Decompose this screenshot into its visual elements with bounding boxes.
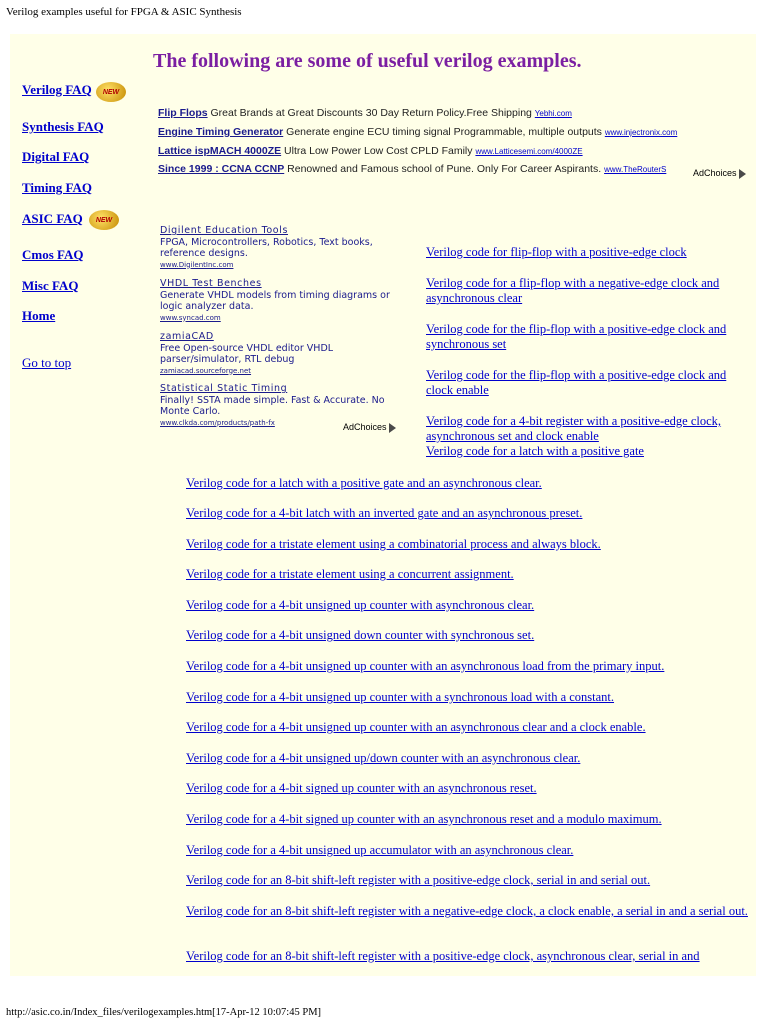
document-title: Verilog examples useful for FPGA & ASIC Synthesis [6,6,242,18]
example-link[interactable]: Verilog code for a 4-bit unsigned up accumulator with an asynchronous clear. [186,843,574,857]
ad-url[interactable]: Yebhi.com [534,109,572,118]
box-ad[interactable] [160,278,400,324]
box-ad-title[interactable]: VHDL Test Benches [160,278,262,289]
example-link[interactable]: Verilog code for a 4-bit unsigned down counter with synchronous set. [186,628,535,642]
nav-verilog-faq[interactable]: Verilog FAQ [22,82,92,97]
ad-title[interactable]: Flip Flops [158,107,208,119]
example-link[interactable]: Verilog code for a 4-bit latch with an inverted gate and an asynchronous preset. [186,506,583,520]
nav-synthesis-faq[interactable]: Synthesis FAQ [22,119,104,134]
adchoices-link[interactable] [693,168,746,179]
example-link[interactable]: Verilog code for a tristate element using a combinatorial process and always block. [186,537,601,551]
content-panel [10,34,756,976]
example-link[interactable]: Verilog code for a 4-bit unsigned up counter with asynchronous clear. [186,598,535,612]
example-link[interactable]: Verilog code for the flip-flop with a positive-edge clock and synchronous set [426,322,727,351]
example-link[interactable]: Verilog code for a 4-bit unsigned up counter with a synchronous load with a constant. [186,690,615,704]
adchoices-icon [739,169,746,179]
adchoices-link[interactable] [343,422,396,433]
nav-timing-faq[interactable]: Timing FAQ [22,180,92,195]
example-link[interactable]: Verilog code for a latch with a positive gate and an asynchronous clear. [186,476,542,490]
box-ad-title[interactable]: Statistical Static Timing [160,383,288,394]
box-ad-url[interactable]: www.syncad.com [160,313,221,322]
ad-description: Great Brands at Great Discounts 30 Day Return Policy.Free Shipping [207,107,535,119]
ad-description: Renowned and Famous school of Pune. Only For Career Aspirants. [284,163,605,175]
nav-asic-faq[interactable]: ASIC FAQ [22,211,83,226]
box-ad-url[interactable]: www.DigilentInc.com [160,260,234,269]
example-link[interactable]: Verilog code for a 4-bit unsigned up counter with an asynchronous clear and a clock enable. [186,720,646,734]
box-ad[interactable] [160,331,400,377]
nav-cmos-faq[interactable]: Cmos FAQ [22,247,84,262]
example-link[interactable]: Verilog code for flip-flop with a positive-edge clock [426,245,687,259]
new-badge-icon: NEW [89,210,119,230]
box-ad-url[interactable]: www.clkda.com/products/path-fx [160,418,275,427]
example-link[interactable]: Verilog code for a latch with a positive gate [426,444,644,458]
nav-misc-faq[interactable]: Misc FAQ [22,278,79,293]
box-ad-description: Free Open-source VHDL editor VHDL parser/simulator, RTL debug [160,342,334,365]
ad-title[interactable]: Engine Timing Generator [158,126,284,138]
example-link[interactable]: Verilog code for a 4-bit register with a positive-edge clock, asynchronous set and clock enable [426,414,722,443]
example-link[interactable]: Verilog code for a 4-bit signed up counter with an asynchronous reset and a modulo maximum. [186,812,662,826]
ad-line[interactable] [158,145,583,157]
ad-title[interactable]: Since 1999 : CCNA CCNP [158,163,285,175]
new-badge-icon: NEW [96,82,126,102]
ad-title[interactable]: Lattice ispMACH 4000ZE [158,145,282,157]
example-link[interactable]: Verilog code for a 4-bit signed up counter with an asynchronous reset. [186,781,537,795]
example-link[interactable]: Verilog code for an 8-bit shift-left register with a positive-edge clock, asynchronous clear, serial in and [186,949,700,963]
ad-url[interactable]: www.injectronix.com [604,128,678,137]
example-link[interactable]: Verilog code for an 8-bit shift-left register with a negative-edge clock, a clock enable, a serial in and a serial out. [186,904,748,918]
example-link[interactable]: Verilog code for a 4-bit unsigned up counter with an asynchronous load from the primary input. [186,659,665,673]
example-link[interactable]: Verilog code for an 8-bit shift-left register with a positive-edge clock, serial in and serial out. [186,873,651,887]
adchoices-label: AdChoices [693,168,737,178]
box-ad-title[interactable]: Digilent Education Tools [160,225,288,236]
example-link[interactable]: Verilog code for a tristate element using a concurrent assignment. [186,567,514,581]
ad-url[interactable]: www.Latticesemi.com/4000ZE [475,147,583,156]
box-ad-url[interactable]: zamiacad.sourceforge.net [160,366,252,375]
example-link[interactable]: Verilog code for a flip-flop with a negative-edge clock and asynchronous clear [426,276,720,305]
page-footer-url: http://asic.co.in/Index_files/verilogexamples.htm[17-Apr-12 10:07:45 PM] [6,1007,322,1018]
box-ad-description: FPGA, Microcontrollers, Robotics, Text books, reference designs. [160,236,373,259]
example-link[interactable]: Verilog code for a 4-bit unsigned up/down counter with an asynchronous clear. [186,751,581,765]
ad-line[interactable] [158,163,666,175]
box-ad-description: Finally! SSTA made simple. Fast & Accurate. No Monte Carlo. [160,394,385,417]
box-ad-title[interactable]: zamiaCAD [160,331,214,342]
ad-line[interactable] [158,126,677,138]
ad-description: Generate engine ECU timing signal Programmable, multiple outputs [283,126,605,138]
ad-url[interactable]: www.TheRouterS [604,165,667,174]
box-ad-description: Generate VHDL models from timing diagrams or logic analyzer data. [160,289,390,312]
ad-line[interactable] [158,107,572,119]
example-link[interactable]: Verilog code for the flip-flop with a positive-edge clock and clock enable [426,368,727,397]
nav-go-to-top[interactable]: Go to top [22,355,72,370]
box-ad[interactable] [160,225,400,271]
nav-home[interactable]: Home [22,308,56,323]
adchoices-label: AdChoices [343,422,387,432]
adchoices-icon [389,423,396,433]
ad-description: Ultra Low Power Low Cost CPLD Family [281,145,476,157]
nav-digital-faq[interactable]: Digital FAQ [22,149,90,164]
page-headline: The following are some of useful verilog examples. [153,50,582,72]
